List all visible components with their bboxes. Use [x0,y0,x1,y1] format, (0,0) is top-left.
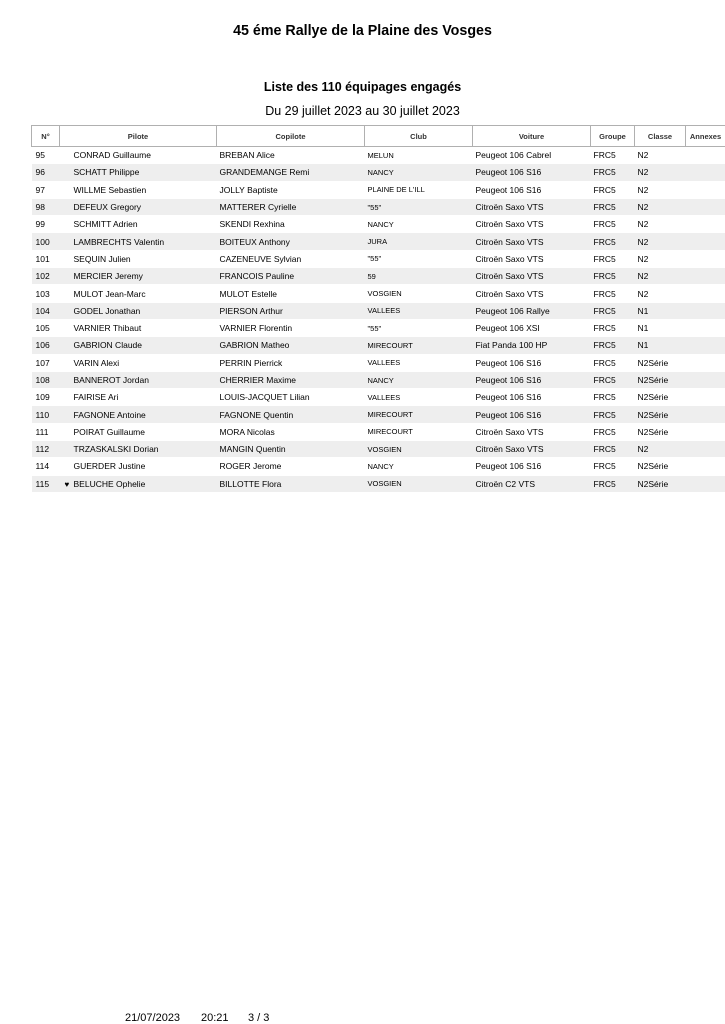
cell-voiture: Citroën Saxo VTS [473,198,591,215]
cell-classe: N1 [635,319,686,336]
entry-number: 96 [35,167,45,178]
cell-copilote: FAGNONE Quentin [217,406,365,423]
pilote-name: DEFEUX Gregory [73,202,142,213]
cell-classe: N2Série [635,371,686,388]
cell-classe: N2 [635,181,686,198]
cell-club: NANCY [365,371,473,388]
cell-number [32,285,60,302]
entry-number: 95 [35,150,45,161]
cell-club: MIRECOURT [365,406,473,423]
cell-voiture: Citroën Saxo VTS [473,233,591,250]
cell-annexes [686,337,725,354]
cell-annexes [686,441,725,458]
footer-date: 21/07/2023 [125,1012,181,1024]
entry-number: 103 [35,288,50,299]
pilote-name: SCHMITT Adrien [73,219,138,230]
cell-pilote [60,354,217,371]
cell-copilote: GRANDEMANGE Remi [217,164,365,181]
cell-groupe: FRC5 [591,147,635,164]
pilote-name: FAIRISE Ari [73,392,119,403]
cell-pilote [60,458,217,475]
cell-groupe: FRC5 [591,164,635,181]
cell-annexes [686,285,725,302]
table-row [32,389,725,406]
cell-club: VALLEES [365,302,473,319]
cell-copilote: SKENDI Rexhina [217,216,365,233]
cell-classe: N2Série [635,458,686,475]
table-row [32,406,725,423]
cell-annexes [686,458,725,475]
cell-number [32,475,60,492]
entry-number: 97 [35,184,45,195]
cell-classe: N1 [635,302,686,319]
pilote-name: MERCIER Jeremy [73,271,143,282]
pilote-name: POIRAT Guillaume [73,426,145,437]
cell-groupe: FRC5 [591,406,635,423]
pilote-name: WILLME Sebastien [73,184,147,195]
cell-number [32,319,60,336]
pilote-name: BELUCHE Ophelie [73,478,146,489]
cell-club: VOSGIEN [365,285,473,302]
cell-club: NANCY [365,216,473,233]
entry-number: 109 [35,392,50,403]
cell-club: MELUN [365,147,473,164]
cell-number [32,423,60,440]
cell-number [32,389,60,406]
cell-voiture: Citroën Saxo VTS [473,441,591,458]
cell-voiture: Citroën C2 VTS [473,475,591,492]
cell-pilote [60,371,217,388]
cell-annexes [686,354,725,371]
cell-groupe: FRC5 [591,302,635,319]
entry-number: 108 [35,375,50,385]
cell-number [32,441,60,458]
cell-classe: N2 [635,164,686,181]
cell-number [32,354,60,371]
cell-club: "55" [365,319,473,336]
cell-classe: N2 [635,285,686,302]
cell-annexes [686,250,725,267]
cell-annexes [686,181,725,198]
column-header-club: Club [365,126,473,147]
column-header-copilote: Copilote [217,126,365,147]
cell-copilote: BILLOTTE Flora [217,475,365,492]
table-row [32,216,725,233]
cell-pilote [60,147,217,164]
cell-classe: N2Série [635,406,686,423]
cell-annexes [686,371,725,388]
cell-annexes [686,423,725,440]
table-row [32,147,725,164]
pilote-name: GUERDER Justine [73,461,146,472]
entry-number: 100 [35,236,50,247]
cell-club: NANCY [365,164,473,181]
cell-copilote: MULOT Estelle [217,285,365,302]
cell-annexes [686,475,725,492]
cell-number [32,406,60,423]
cell-annexes [686,302,725,319]
cell-copilote: GABRION Matheo [217,337,365,354]
cell-classe: N2 [635,268,686,285]
table-row [32,441,725,458]
entry-number: 114 [35,461,50,472]
cell-club: "55" [365,198,473,215]
table-row [32,285,725,302]
cell-copilote: CHERRIER Maxime [217,371,365,388]
column-header-number: N° [32,126,60,147]
pilote-name: VARNIER Thibaut [73,323,142,334]
cell-groupe: FRC5 [591,319,635,336]
table-row [32,475,725,492]
cell-number [32,164,60,181]
cell-annexes [686,216,725,233]
cell-number [32,216,60,233]
cell-copilote: MORA Nicolas [217,423,365,440]
cell-classe: N2 [635,147,686,164]
cell-copilote: ROGER Jerome [217,458,365,475]
cell-pilote [60,406,217,423]
cell-classe: N1 [635,337,686,354]
entry-number: 98 [35,202,45,213]
entry-number: 101 [35,253,50,264]
cell-classe: N2Série [635,389,686,406]
cell-number [32,337,60,354]
pilote-name: GODEL Jonathan [73,305,141,316]
pilote-name: BANNEROT Jordan [73,375,149,385]
cell-classe: N2 [635,233,686,250]
cell-pilote [60,337,217,354]
cell-classe: N2Série [635,354,686,371]
footer-time: 20:21 [201,1012,229,1024]
cell-number [32,268,60,285]
entry-number: 106 [35,340,50,351]
cell-classe: N2 [635,216,686,233]
cell-voiture: Peugeot 106 S16 [473,354,591,371]
document-title: 45 éme Rallye de la Plaine des Vosges [233,22,492,39]
cell-number [32,371,60,388]
cell-annexes [686,406,725,423]
table-row [32,458,725,475]
pilote-name: CONRAD Guillaume [73,150,151,161]
cell-voiture: Citroën Saxo VTS [473,216,591,233]
cell-voiture: Peugeot 106 S16 [473,406,591,423]
cell-voiture: Peugeot 106 Cabrel [473,147,591,164]
cell-groupe: FRC5 [591,285,635,302]
cell-groupe: FRC5 [591,216,635,233]
cell-club: VOSGIEN [365,475,473,492]
cell-voiture: Citroën Saxo VTS [473,423,591,440]
cell-copilote: LOUIS-JACQUET Lilian [217,389,365,406]
column-header-pilote: Pilote [60,126,217,147]
cell-pilote [60,233,217,250]
cell-voiture: Peugeot 106 S16 [473,389,591,406]
cell-club: VOSGIEN [365,441,473,458]
pilote-name: MULOT Jean-Marc [73,288,146,299]
table-row [32,371,725,388]
cell-pilote [60,250,217,267]
cell-groupe: FRC5 [591,268,635,285]
cell-annexes [686,389,725,406]
cell-pilote [60,319,217,336]
cell-groupe: FRC5 [591,458,635,475]
cell-voiture: Peugeot 106 S16 [473,371,591,388]
cell-number [32,458,60,475]
table-row [32,164,725,181]
cell-voiture: Citroën Saxo VTS [473,268,591,285]
pilote-name: VARIN Alexi [73,357,120,368]
entry-number: 105 [35,323,50,334]
pilote-name: TRZASKALSKI Dorian [73,444,159,455]
cell-copilote: CAZENEUVE Sylvian [217,250,365,267]
cell-classe: N2Série [635,475,686,492]
table-row [32,198,725,215]
table-row [32,337,725,354]
cell-club: JURA [365,233,473,250]
cell-voiture: Citroën Saxo VTS [473,285,591,302]
cell-club: MIRECOURT [365,337,473,354]
cell-groupe: FRC5 [591,181,635,198]
event-dates: Du 29 juillet 2023 au 30 juillet 2023 [265,104,460,118]
cell-groupe: FRC5 [591,250,635,267]
cell-club: PLAINE DE L'ILL [365,181,473,198]
entries-table [31,125,725,493]
cell-pilote [60,181,217,198]
cell-annexes [686,164,725,181]
cell-pilote [60,302,217,319]
cell-voiture: Peugeot 106 S16 [473,181,591,198]
cell-pilote [60,268,217,285]
entry-number: 107 [35,357,50,368]
cell-club: VALLEES [365,354,473,371]
table-row [32,233,725,250]
cell-copilote: MANGIN Quentin [217,441,365,458]
cell-copilote: JOLLY Baptiste [217,181,365,198]
cell-annexes [686,233,725,250]
cell-number [32,181,60,198]
cell-number [32,198,60,215]
cell-groupe: FRC5 [591,441,635,458]
table-row [32,354,725,371]
pilote-name: SCHATT Philippe [73,167,140,178]
cell-number [32,147,60,164]
cell-voiture: Peugeot 106 S16 [473,164,591,181]
cell-pilote [60,475,217,492]
table-row [32,181,725,198]
cell-pilote [60,198,217,215]
cell-annexes [686,147,725,164]
entry-number: 102 [35,271,50,282]
pilote-name: SEQUIN Julien [73,253,131,264]
cell-copilote: PERRIN Pierrick [217,354,365,371]
cell-club: "55" [365,250,473,267]
cell-pilote [60,389,217,406]
cell-annexes [686,268,725,285]
cell-pilote [60,285,217,302]
pilote-name: LAMBRECHTS Valentin [73,236,165,247]
cell-groupe: FRC5 [591,389,635,406]
entry-number: 110 [35,409,50,420]
entry-number: 104 [35,305,50,316]
cell-classe: N2Série [635,423,686,440]
entry-number: 111 [35,426,49,437]
cell-groupe: FRC5 [591,423,635,440]
cell-voiture: Peugeot 106 Rallye [473,302,591,319]
entry-number: 99 [35,219,45,230]
cell-groupe: FRC5 [591,337,635,354]
cell-classe: N2 [635,198,686,215]
column-header-annexes: Annexes [686,126,725,147]
footer-page-number: 3 / 3 [248,1012,270,1024]
cell-copilote: BREBAN Alice [217,147,365,164]
cell-number [32,302,60,319]
cell-copilote: VARNIER Florentin [217,319,365,336]
cell-club: NANCY [365,458,473,475]
cell-number [32,250,60,267]
cell-groupe: FRC5 [591,198,635,215]
cell-annexes [686,198,725,215]
pilote-name: GABRION Claude [73,340,142,351]
cell-classe: N2 [635,250,686,267]
cell-groupe: FRC5 [591,371,635,388]
cell-club: MIRECOURT [365,423,473,440]
cell-annexes [686,319,725,336]
cell-voiture: Citroën Saxo VTS [473,250,591,267]
cell-classe: N2 [635,441,686,458]
cell-groupe: FRC5 [591,233,635,250]
entry-number: 115 [35,478,50,489]
cell-number [32,233,60,250]
cell-pilote [60,164,217,181]
cell-copilote: FRANCOIS Pauline [217,268,365,285]
document-subtitle: Liste des 110 équipages engagés [263,80,462,94]
cell-club: 59 [365,268,473,285]
cell-club: VALLEES [365,389,473,406]
table-row [32,302,725,319]
cell-voiture: Peugeot 106 XSI [473,319,591,336]
table-row [32,423,725,440]
cell-copilote: BOITEUX Anthony [217,233,365,250]
cell-groupe: FRC5 [591,475,635,492]
cell-groupe: FRC5 [591,354,635,371]
table-header-row [32,126,725,147]
pilote-name: FAGNONE Antoine [73,409,146,420]
cell-pilote [60,216,217,233]
table-row [32,268,725,285]
cell-voiture: Fiat Panda 100 HP [473,337,591,354]
column-header-classe: Classe [635,126,686,147]
cell-copilote: PIERSON Arthur [217,302,365,319]
cell-copilote: MATTERER Cyrielle [217,198,365,215]
column-header-groupe: Groupe [591,126,635,147]
cell-pilote [60,423,217,440]
cell-pilote [60,441,217,458]
column-header-voiture: Voiture [473,126,591,147]
heart-icon: ♥ [64,479,70,489]
entry-number: 112 [35,444,50,455]
table-row [32,250,725,267]
table-row [32,319,725,336]
cell-voiture: Peugeot 106 S16 [473,458,591,475]
